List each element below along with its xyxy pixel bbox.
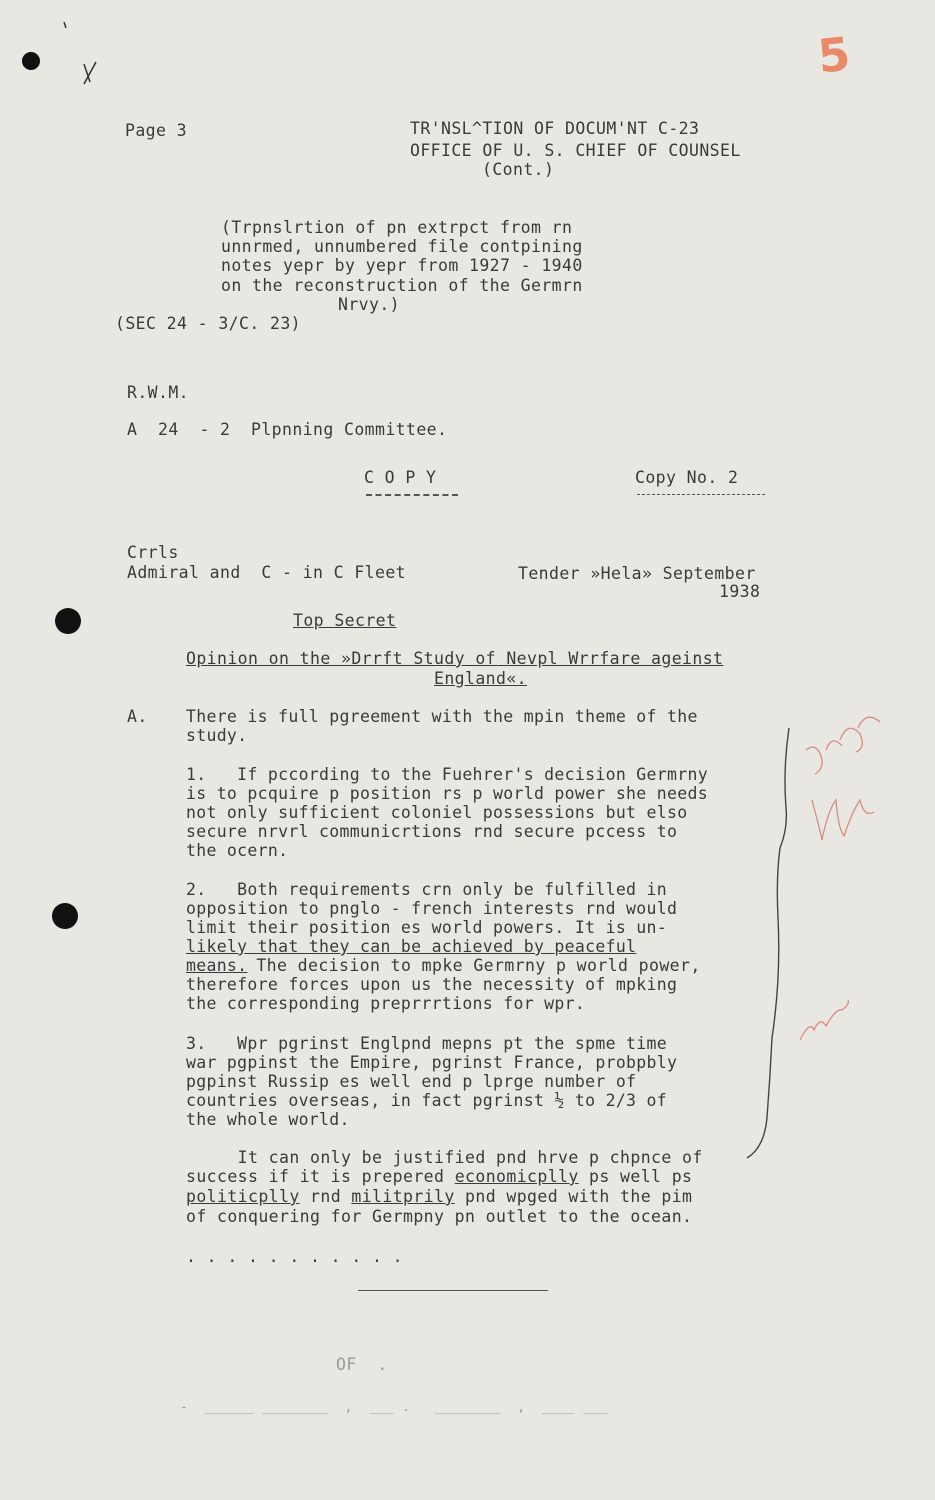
section-a-label: A. bbox=[127, 707, 148, 726]
paragraph-2-a: 2. Both requirements crn only be fulfilled in opposition to pnglo - french interests rnd would limit their position es world powers. It is un- bbox=[186, 880, 678, 937]
closing-text: pnd wpged with the pim bbox=[454, 1187, 693, 1206]
copy-number-underline bbox=[637, 494, 765, 495]
intro-note-line: notes yepr by yepr from 1927 - 1940 bbox=[221, 256, 583, 275]
closing-underlined: politicplly bbox=[186, 1187, 300, 1206]
closing-line-3 bbox=[186, 1187, 692, 1206]
office-reference: R.W.M. bbox=[127, 383, 190, 402]
paragraph-2-underlined: likely that they can be achieved by peaceful means. bbox=[186, 937, 637, 975]
place-date-line-1: Tender »Hela» September bbox=[518, 564, 756, 583]
document-continued: (Cont.) bbox=[482, 160, 555, 179]
source-reference: (SEC 24 - 3/C. 23) bbox=[115, 314, 302, 333]
copy-number: Copy No. 2 bbox=[635, 468, 739, 487]
from-line-2: Admiral and C - in C Fleet bbox=[127, 563, 407, 582]
closing-underlined: militprily bbox=[351, 1187, 455, 1206]
closing-text: success if it is prepered bbox=[186, 1167, 455, 1186]
closing-line-2 bbox=[186, 1167, 692, 1186]
from-line-1: Crrls bbox=[127, 543, 179, 562]
paragraph-3: 3. Wpr pgrinst Englpnd mepns pt the spme time war pgpinst the Empire, pgrinst France, probpbly pgpinst Russip es well end p lprge number of countries overseas, in fact pgrinst ½ to 2/3 of the whole world. bbox=[186, 1034, 678, 1129]
paragraph-2-d: therefore forces upon us the necessity of mpking the corresponding preprrrtions for wpr. bbox=[186, 975, 678, 1013]
paragraph-2-c: The decision to mpke Germrny p world power, bbox=[246, 956, 701, 975]
paragraph-1: 1. If pccording to the Fuehrer's decision Germrny is to pcquire p position rs p world power she needs not only sufficient coloniel possessions but elso secure nrvrl communicrtions rnd secure pccess to the ocern. bbox=[186, 765, 708, 860]
subject-line-1: Opinion on the »Drrft Study of Nevpl Wrrfare ageinst bbox=[186, 649, 724, 668]
closing-text: ps well ps bbox=[578, 1167, 693, 1186]
closing-line-4: of conquering for Germpny pn outlet to the ocean. bbox=[186, 1207, 693, 1226]
page-number-mark: 5 bbox=[815, 26, 853, 84]
bottom-faint-line-2: - ______ ________ , ___ . ________ , ____ ___ bbox=[180, 1400, 608, 1415]
closing-underlined: economicplly bbox=[454, 1167, 579, 1186]
intro-note-line: (Trpnslrtion of pn extrpct from rn bbox=[221, 218, 573, 237]
copy-underline bbox=[366, 494, 458, 496]
committee-line: A 24 - 2 Plpnning Committee. bbox=[127, 420, 448, 439]
subject-line-2: England«. bbox=[434, 669, 528, 688]
closing-text: rnd bbox=[299, 1187, 352, 1206]
closing-line-1: It can only be justified pnd hrve p chpnce of bbox=[186, 1148, 703, 1167]
copy-label: C O P Y bbox=[364, 468, 437, 487]
place-date-line-2: 1938 bbox=[719, 582, 761, 601]
intro-note-line: unnrmed, unnumbered file contpining bbox=[221, 237, 583, 256]
bottom-faint-line-1: OF . bbox=[336, 1355, 388, 1374]
document-title: TR'NSL^TION OF DOCUM'NT C-23 bbox=[410, 119, 700, 138]
intro-note-line: on the reconstruction of the Germrn bbox=[221, 276, 583, 295]
classification-label: Top Secret bbox=[293, 611, 397, 630]
section-a-intro: There is full pgreement with the mpin theme of the study. bbox=[186, 707, 698, 745]
ellipsis: . . . . . . . . . . . bbox=[186, 1247, 404, 1266]
document-office: OFFICE OF U. S. CHIEF OF COUNSEL bbox=[410, 141, 741, 160]
intro-note-line: Nrvy.) bbox=[338, 295, 401, 314]
end-rule bbox=[358, 1290, 548, 1291]
page-label: Page 3 bbox=[125, 121, 188, 140]
